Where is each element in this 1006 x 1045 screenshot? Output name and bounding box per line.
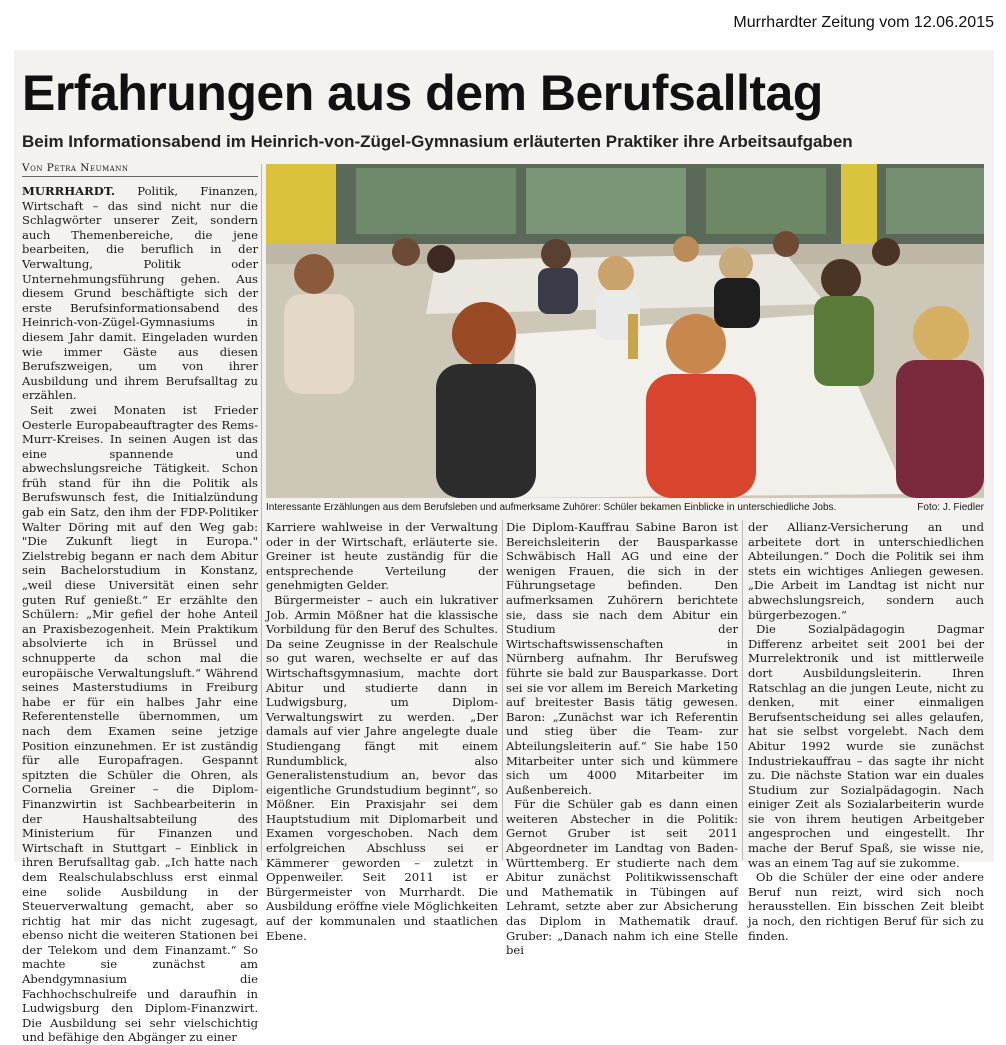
column-divider bbox=[742, 520, 743, 860]
paragraph: Karriere wahlweise in der Verwaltung oder in der Wirtschaft, erläuterte sie. Greiner ist heute zuständig für die entsprechende Verteilung der genehmigten Gelder. bbox=[266, 520, 498, 593]
paragraph: Die Sozialpädagogin Dagmar Differenz arbeitet seit 2001 bei der Murrelektronik und ist mittlerweile dort Ausbildungsleiterin. Ihren Ratschlag an die jungen Leute, nicht zu denken, mit einer einmaligen Berufsentscheidung sei alles gelaufen, hat sie selbst vorgelebt. Nach dem Abitur 1992 wurde sie zunächst Industriekauffrau – das sagte ihr nicht zu. Die nächste Station war ein duales Studium zur Sozialpädagogin. Nach einiger Zeit als Sozialarbeiterin wurde sie von ihrem heutigen Arbeitgeber angesprochen und eingestellt. Ihr mache der Beruf Spaß, sie wisse nie, was an einem Tag auf sie zukomme. bbox=[748, 622, 984, 870]
paragraph: Bürgermeister – auch ein lukrativer Job. Armin Mößner hat die klassische Vorbildung für den Beruf des Schultes. Da seine Zeugnisse in der Realschule so gut waren, wechselte er auf das Wirtschaftsgymnasium, machte dort Abitur und studierte dann in Ludwigsburg, um Diplom-Verwaltungswirt zu werden. „Der damals auf vier Jahre angelegte duale Studiengang fängt mit einem Rundumblick, also Generalistenstudium an, bevor das eigentliche Grundstudium beginnt“, so Mößner. Ein Praxisjahr sei dem Hauptstudium mit Diplomarbeit und Examen vorgeschoben. Nach dem erfolgreichen Abschluss sei er Kämmerer geworden – zuletzt in Oppenweiler. Seit 2011 ist er Bürgermeister von Murrhardt. Die Ausbildung eröffne viele Möglichkeiten auf der kommunalen und staatlichen Ebene. bbox=[266, 592, 498, 943]
headline: Erfahrungen aus dem Berufsalltag bbox=[22, 65, 823, 121]
photo-credit: Foto: J. Fiedler bbox=[917, 502, 984, 513]
paragraph: Die Diplom-Kauffrau Sabine Baron ist Bereichsleiterin der Bausparkasse Schwäbisch Hall AG und eine der wenigen Frauen, die sich in der Führungsetage befinden. Den aufmerksamen Zuhörern berichtete sie, dass sie nach dem Abitur ein Studium der Wirtschaftswissenschaften in Nürnberg aufnahm. Ihr Berufsweg führte sie bald zur Bausparkasse. Dort sei sie vor allem im Bereich Marketing auf breitester Basis tätig gewesen. Baron: „Zunächst war ich Referentin und stieg über die Team- zur Abteilungsleiterin auf.“ Sie habe 150 Mitarbeiter unter sich und kümmere sich um 4000 Mitarbeiter im Außenbereich. bbox=[506, 520, 738, 797]
subheadline: Beim Informationsabend im Heinrich-von-Zügel-Gymnasium erläuterten Praktiker ihre Arbeitsaufgaben bbox=[22, 132, 853, 151]
paragraph: Für die Schüler gab es dann einen weiteren Abstecher in die Politik: Gernot Gruber ist seit 2011 Abgeordneter im Landtag von Baden-Württemberg. Er studierte nach dem Abitur zunächst Politikwissenschaft und Mathematik in Tübingen auf Lehramt, setzte aber zur Absicherung das Diplom in Mathematik drauf. Gruber: „Danach nahm ich eine Stelle bei bbox=[506, 797, 738, 958]
photo-caption-bar bbox=[266, 502, 984, 513]
article-column-1 bbox=[22, 184, 258, 1045]
photo-caption: Interessante Erzählungen aus dem Berufsleben und aufmerksame Zuhörer: Schüler bekamen Einblicke in unterschiedliche Jobs. bbox=[266, 502, 837, 513]
article-column-4 bbox=[748, 520, 984, 943]
column-divider bbox=[261, 164, 262, 860]
paragraph: Seit zwei Monaten ist Frieder Oesterle Europabeauftragter des Rems-Murr-Kreises. In seinen Augen ist das eine spannende und abwechslungsreiche Tätigkeit. Schon früh stand für ihn die Politik als Berufswunsch fest, die Initialzündung gab ein Satz, den ihm der FDP-Politiker Walter Döring mit auf den Weg gab: "Die Zukunft liegt in Europa." Zielstrebig begann er nach dem Abitur sein Bachelorstudium in Konstanz, „weil diese Universität einen sehr guten Ruf genießt.“ Er erzählte den Schülern: „Mir gefiel der hohe Anteil an Praxisbezogenheit. Mein Praktikum absolvierte ich in Brüssel und schnupperte da schon mal die europäische Verwaltungsluft.“ Während seines Masterstudiums in Freiburg habe er für ein halbes Jahr eine Referentenstelle übernommen, um nach dem Examen seine jetzige Position einzunehmen. Er ist zuständig für alle Europafragen. Gespannt spitzten die Schüler die Ohren, als Cornelia Greiner – die Diplom-Finanzwirtin ist Sachbearbeiterin in der Haushaltsabteilung des Ministerium für Finanzen und Wirtschaft in Stuttgart – Einblick in ihren Berufsalltag gab. „Ich hatte nach dem Realschulabschluss erst einmal eine solide Ausbildung in der Steuerverwaltung gemacht, aber so richtig hat mir das nicht zugesagt, ebenso nicht die weiteren Stationen bei der Telekom und dem Finanzamt.“ So machte sie zunächst am Abendgymnasium die Fachhochschulreife und daraufhin in Ludwigsburg den Diplom-Finanzwirt. Die Ausbildung sei sehr vielschichtig und befähige den Abgänger zu einer bbox=[22, 402, 258, 1045]
paragraph: Ob die Schüler der eine oder andere Beruf nun reizt, wird sich noch herausstellen. Ein bisschen Zeit bleibt ja noch, den richtigen Beruf für sich zu finden. bbox=[748, 870, 984, 943]
article-photo bbox=[266, 164, 984, 498]
newspaper-clipping bbox=[14, 50, 994, 1045]
paragraph: MURRHARDT. Politik, Finanzen, Wirtschaft – das sind nicht nur die Schlagwörter unserer Zeit, sondern auch Themenbereiche, die jene bearbeiten, die beruflich in der Verwaltung, Politik oder Unternehmungsführung gehen. Aus diesem Grund beschäftigte sich der erste Berufsinformationsabend des Heinrich-von-Zügel-Gymnasiums in diesem Jahr damit. Eingeladen wurden wie immer Gäste aus diesen Berufszweigen, um von ihrer Ausbildung und ihrem Berufsalltag zu erzählen. bbox=[22, 184, 258, 403]
column-divider bbox=[502, 520, 503, 860]
dateline: MURRHARDT. bbox=[22, 184, 116, 198]
article-column-3 bbox=[506, 520, 738, 958]
byline: Von Petra Neumann bbox=[22, 162, 258, 177]
article-column-2 bbox=[266, 520, 498, 943]
paragraph: der Allianz-Versicherung an und arbeitete dort in unterschiedlichen Abteilungen.“ Doch die Politik sei ihm stets ein wichtiges Anliegen gewesen. „Die Arbeit im Landtag ist nicht nur abwechslungsreich, sondern auch bürgerbezogen.“ bbox=[748, 520, 984, 622]
classroom-photo bbox=[266, 164, 984, 498]
source-line: Murrhardter Zeitung vom 12.06.2015 bbox=[733, 14, 994, 31]
